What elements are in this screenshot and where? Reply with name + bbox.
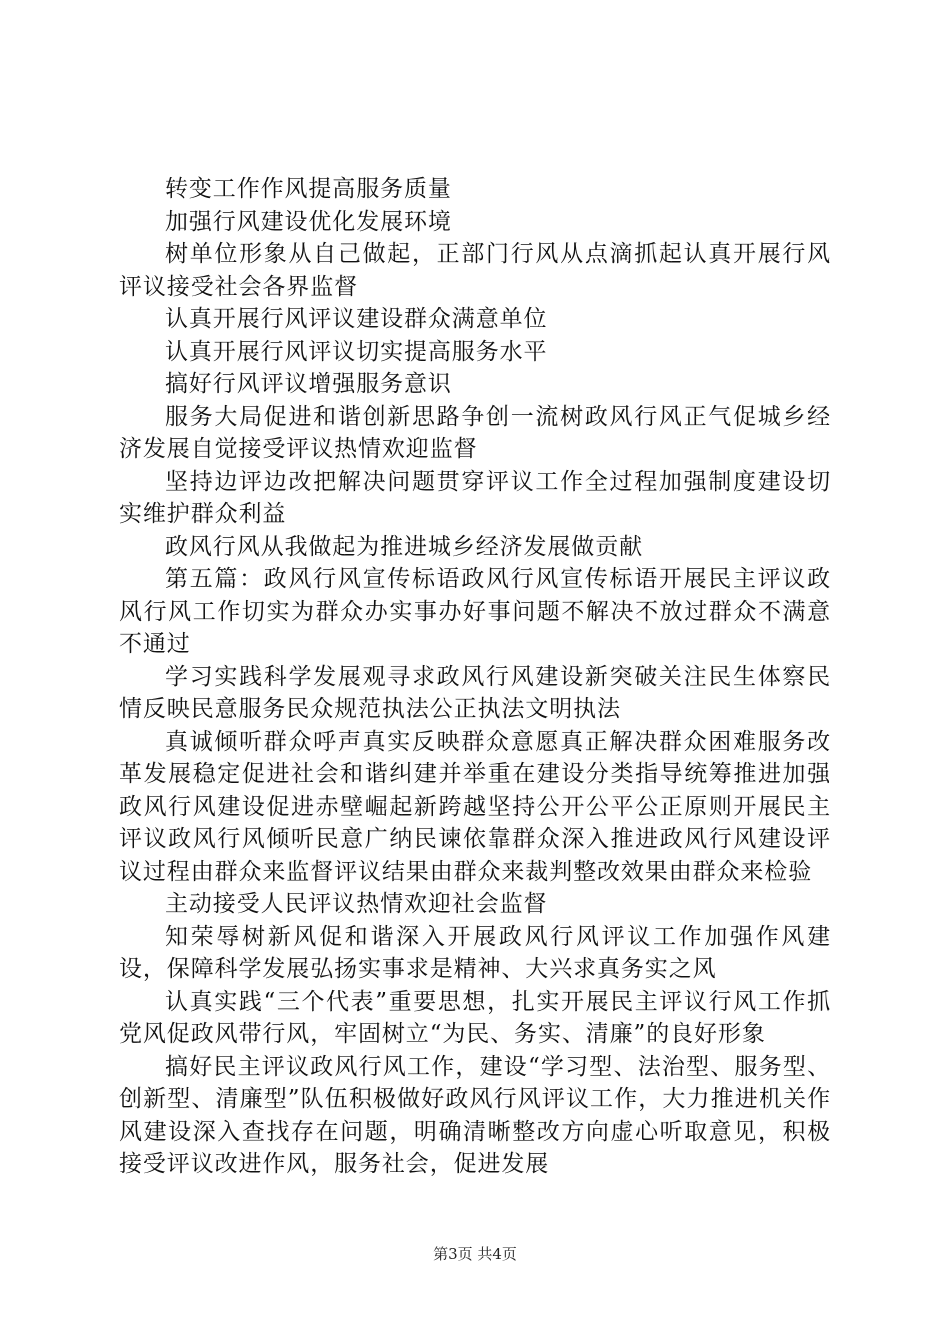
paragraph: 主动接受人民评议热情欢迎社会监督 [165, 891, 548, 917]
paragraph: 搞好行风评议增强服务意识 [165, 371, 452, 397]
paragraph: 学习实践科学发展观寻求政风行风建设新突破关注民生体察民情反映民意服务民众规范执法公正执法文明执法 [119, 663, 831, 722]
paragraph: 认真实践“三个代表”重要思想，扎实开展民主评议行风工作抓党风促政风带行风，牢固树立“为民、务实、清廉”的良好形象 [119, 988, 831, 1047]
paragraph: 转变工作作风提高服务质量 [165, 176, 452, 202]
document-body [119, 173, 831, 1181]
paragraph: 真诚倾听群众呼声真实反映群众意愿真正解决群众困难服务改革发展稳定促进社会和谐纠建并举重在建设分类指导统筹推进加强政风行风建设促进赤壁崛起新跨越坚持公开公平公正原则开展民主评议政风行风倾听民意广纳民谏依靠群众深入推进政风行风建设评议过程由群众来监督评议结果由群众来裁判整改效果由群众来检验 [119, 728, 831, 885]
paragraph: 坚持边评边改把解决问题贯穿评议工作全过程加强制度建设切实维护群众利益 [119, 468, 831, 527]
paragraph: 政风行风从我做起为推进城乡经济发展做贡献 [165, 533, 643, 560]
paragraph: 搞好民主评议政风行风工作，建设“学习型、法治型、服务型、创新型、清廉型”队伍积极做好政风行风评议工作，大力推进机关作风建设深入查找存在问题，明确清晰整改方向虚心听取意见，积极接受评议改进作风，服务社会，促进发展 [119, 1053, 831, 1177]
paragraph: 知荣辱树新风促和谐深入开展政风行风评议工作加强作风建设，保障科学发展弘扬实事求是精神、大兴求真务实之风 [119, 923, 831, 982]
paragraph: 认真开展行风评议切实提高服务水平 [165, 338, 548, 365]
paragraph: 服务大局促进和谐创新思路争创一流树政风行风正气促城乡经济发展自觉接受评议热情欢迎监督 [119, 403, 831, 462]
page-number-footer: 第3页 共4页 [433, 1245, 517, 1263]
paragraph: 加强行风建设优化发展环境 [165, 208, 452, 235]
paragraph: 认真开展行风评议建设群众满意单位 [165, 306, 548, 332]
section-heading-paragraph: 第五篇：政风行风宣传标语政风行风宣传标语开展民主评议政风行风工作切实为群众办实事办好事问题不解决不放过群众不满意不通过 [119, 566, 831, 657]
paragraph: 树单位形象从自己做起，正部门行风从点滴抓起认真开展行风评议接受社会各界监督 [119, 241, 831, 300]
